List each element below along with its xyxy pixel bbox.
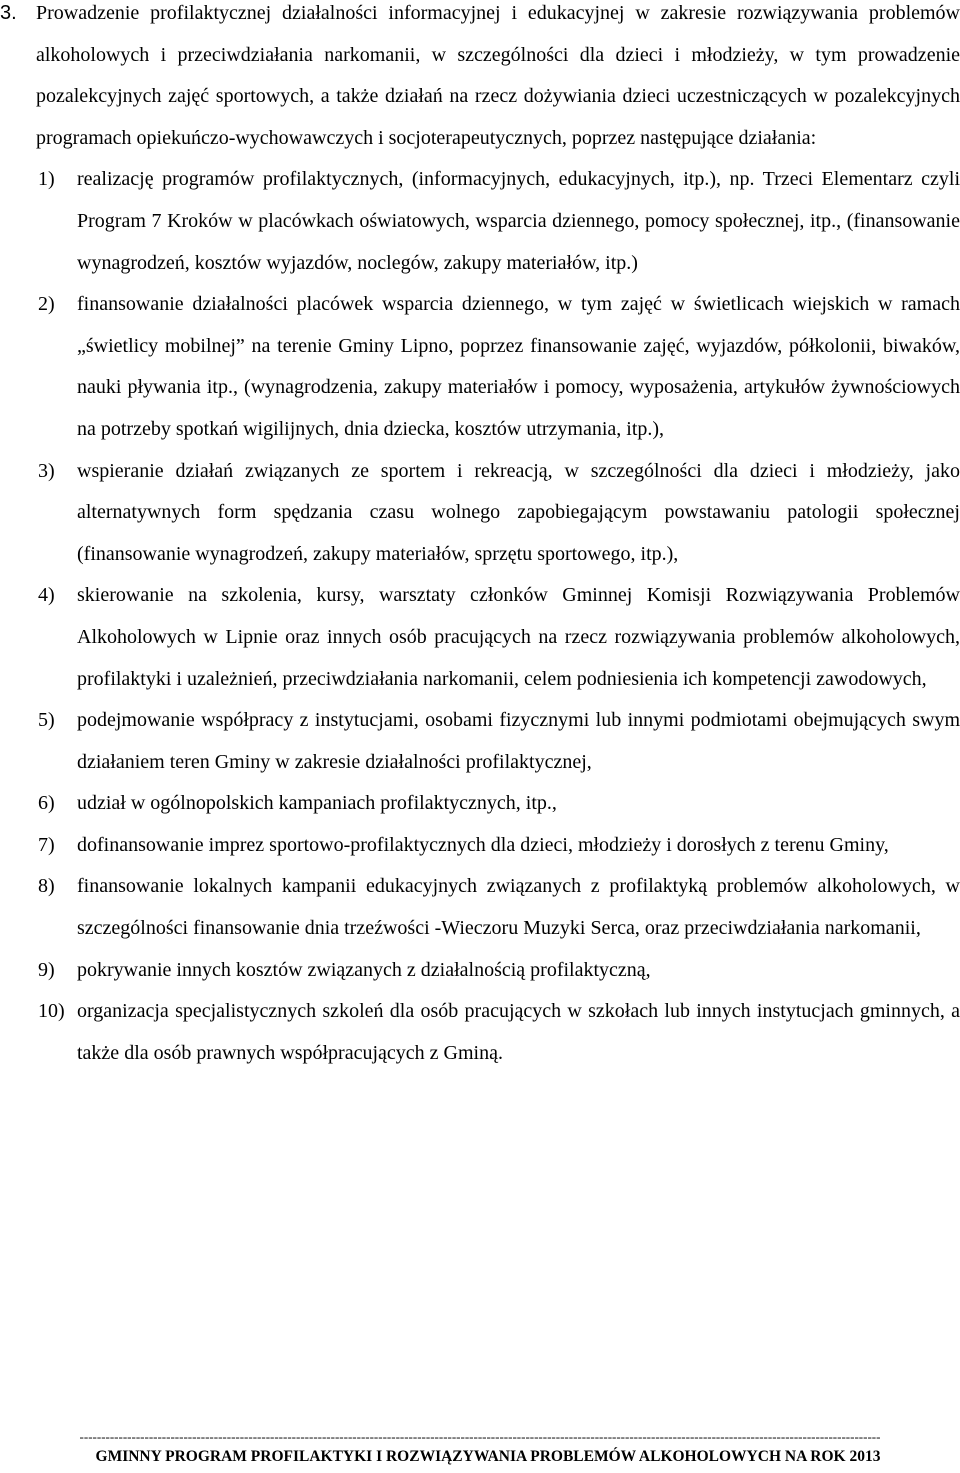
list-item xyxy=(0,950,960,992)
list-item-text: wspieranie działań związanych ze sportem i rekreacją, w szczególności dla dzieci i młodzieży, jako alternatywnych form spędzania czasu wolnego zapobiegającym powstawaniu patologii społecznej (finansowanie wynagrodzeń, zakupy materiałów, sprzętu sportowego, itp.), xyxy=(77,459,960,565)
list-item-text: pokrywanie innych kosztów związanych z działalnością profilaktyczną, xyxy=(77,958,651,981)
list-item xyxy=(0,783,960,825)
list-item-number: 9) xyxy=(38,958,55,981)
list-item-number: 5) xyxy=(38,709,55,732)
list-item-number: 7) xyxy=(38,833,55,856)
list-item-number: 1) xyxy=(38,168,55,191)
list-item xyxy=(0,159,960,284)
list-item xyxy=(0,866,960,949)
list-item-text: udział w ogólnopolskich kampaniach profilaktycznych, itp., xyxy=(77,792,557,815)
list-item xyxy=(0,284,960,450)
list-item-number: 2) xyxy=(38,293,55,316)
section-intro-text: Prowadzenie profilaktycznej działalności informacyjnej i edukacyjnej w zakresie rozwiązywania problemów alkoholowych i przeciwdziałania narkomanii, w szczególności dla dzieci i młodzieży, w tym prowadzenie pozalekcyjnych zajęć sportowych, a także działań na rzecz dożywiania dzieci uczestniczących w pozalekcyjnych programach opiekuńczo-wychowawczych i socjoterapeutycznych, poprzez następujące działania: xyxy=(36,2,960,149)
page-footer xyxy=(0,1429,960,1468)
list-item-text: realizację programów profilaktycznych, (informacyjnych, edukacyjnych, itp.), np. Trzeci Elementarz czyli Program 7 Kroków w placówkach oświatowych, wsparcia dziennego, pomocy społecznej, itp., (finansowanie wynagrodzeń, kosztów wyjazdów, noclegów, zakupy materiałów, itp.) xyxy=(77,168,960,274)
list-item xyxy=(0,700,960,783)
list-item xyxy=(0,451,960,576)
list-item-number: 6) xyxy=(38,792,55,815)
list-item-text: organizacja specjalistycznych szkoleń dla osób pracujących w szkołach lub innych instytucjach gminnych, a także dla osób prawnych współpracujących z Gminą. xyxy=(77,1000,960,1064)
footer-title: GMINNY PROGRAM PROFILAKTYKI I ROZWIĄZYWANIA PROBLEMÓW ALKOHOLOWYCH NA ROK 2013 xyxy=(95,1448,881,1465)
list-item xyxy=(0,991,960,1074)
list-item-text: finansowanie lokalnych kampanii edukacyjnych związanych z profilaktyką problemów alkoholowych, w szczególności finansowanie dnia trzeźwości -Wieczoru Muzyki Serca, oraz przeciwdziałania narkomanii, xyxy=(77,875,960,940)
list-item-number: 8) xyxy=(38,875,55,898)
footer-rule: ----------------------------------------------------------------------------------------------------------------------------------------------------------------------------------------- xyxy=(79,1429,881,1444)
list-item-number: 4) xyxy=(38,584,55,607)
list-item-text: podejmowanie współpracy z instytucjami, osobami fizycznymi lub innymi podmiotami obejmujących swym działaniem teren Gminy w zakresie działalności profilaktycznej, xyxy=(77,709,960,773)
list-item-text: skierowanie na szkolenia, kursy, warsztaty członków Gminnej Komisji Rozwiązywania Problemów Alkoholowych w Lipnie oraz innych osób pracujących na rzecz rozwiązywania problemów alkoholowych, profilaktyki i uzależnień, przeciwdziałania narkomanii, celem podniesienia ich kompetencji zawodowych, xyxy=(77,584,960,690)
list-item-number: 3) xyxy=(38,459,55,482)
action-list xyxy=(0,159,960,1074)
section-number: 3. xyxy=(0,2,17,24)
list-item-text: finansowanie działalności placówek wsparcia dziennego, w tym zajęć w świetlicach wiejskich w ramach „świetlicy mobilnej” na terenie Gminy Lipno, poprzez finansowanie zajęć, wyjazdów, półkolonii, biwaków, nauki pływania itp., (wynagrodzenia, zakupy materiałów i pomocy, wyposażenia, artykułów żywnościowych na potrzeby spotkań wigilijnych, dnia dziecka, kosztów utrzymania, itp.), xyxy=(77,293,960,440)
list-item-number: 10) xyxy=(38,1000,65,1023)
section-heading xyxy=(0,0,960,159)
list-item xyxy=(0,575,960,700)
list-item-text: dofinansowanie imprez sportowo-profilaktycznych dla dzieci, młodzieży i dorosłych z terenu Gminy, xyxy=(77,833,889,856)
list-item xyxy=(0,825,960,867)
